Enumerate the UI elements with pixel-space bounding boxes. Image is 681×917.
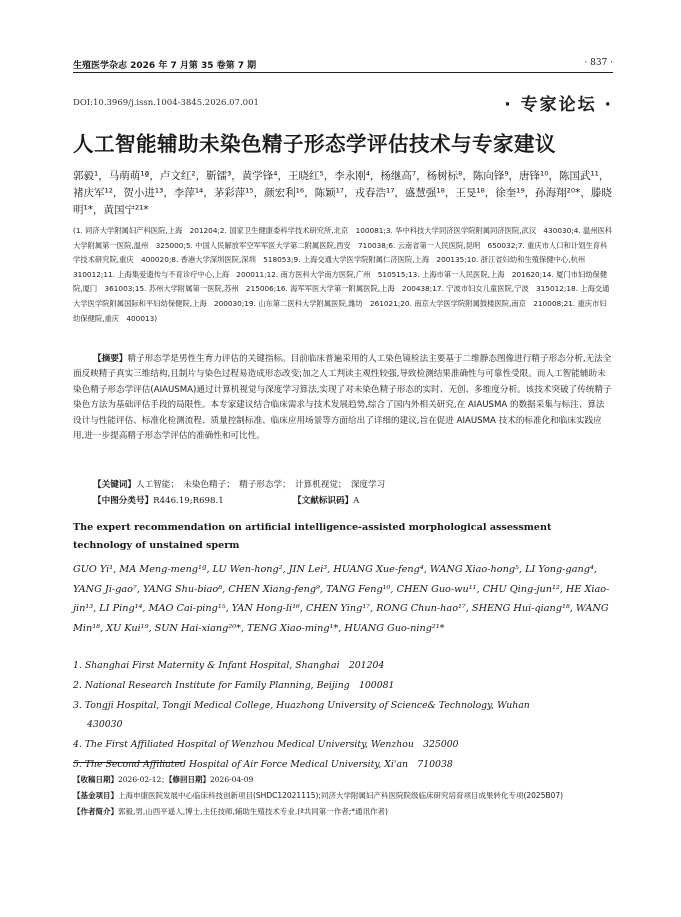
affiliation-en: 1. Shanghai First Maternity & Infant Hospital, Shanghai 201204	[73, 660, 385, 671]
doi: DOI:10.3969/j.issn.1004-3845.2026.07.001	[73, 98, 259, 108]
affiliation-en-continued: 430030	[87, 719, 123, 731]
dates-line	[73, 772, 613, 788]
author-bio-line	[73, 804, 613, 820]
fund-text: 上海申康医院发展中心临床科技创新项目(SHDC12021115);同济大学附属妇产科医院院级临床研究培育项目成果转化专项(2025B07)	[118, 791, 564, 800]
article-title-cn: 人工智能辅助未染色精子形态学评估技术与专家建议	[73, 132, 556, 156]
keywords-text: 人工智能； 未染色精子； 精子形态学； 计算机视觉； 深度学习	[135, 480, 386, 490]
author-list-cn: 郭毅¹，马萌萌¹ª，卢文红²，靳镭³，黄学锋⁴，王晓红⁵，李永刚⁴，杨继高⁷，杨树标⁸，陈向锋⁹，唐锋¹⁰，陈国武¹¹，褚庆军¹²，贺小进¹³，李萍¹⁴，茅彩萍¹⁵，颜宏利¹⁶，陈颖¹⁷，戎春浩¹⁷，盛慧强¹⁸，王旻¹⁸，徐奎¹⁹，孙海翔²⁰*，滕晓明¹*，黄国宁²¹*	[73, 170, 612, 216]
affiliation-en: 2. National Research Institute for Family Planning, Beijing 100081	[73, 679, 395, 691]
fund-label: 【基金项目】	[73, 791, 118, 800]
article-title-en: The expert recommendation on artificial intelligence-assisted morphological assessment technology of unstained sperm	[73, 522, 552, 551]
column-name: · 专家论坛 ·	[504, 95, 613, 115]
fund-line	[73, 788, 613, 804]
affiliation-en: 5. The Second Affiliated Hospital of Air Force Medical University, Xi'an 710038	[73, 758, 453, 770]
header-rule	[73, 72, 613, 73]
doc-code-value: A	[353, 496, 360, 506]
doc-code-label: 【文献标识码】	[293, 496, 354, 506]
received-label: 【收稿日期】	[73, 775, 118, 784]
abstract-cn	[73, 352, 613, 444]
revised-date: 2026-04-09	[210, 775, 254, 784]
affiliations-cn: (1. 同济大学附属妇产科医院,上海 201204;2. 国家卫生健康委科学技术研究所,北京 100081;3. 华中科技大学同济医学院附属同济医院,武汉 430030;4. 温州医科大学附属第一医院,温州 325000;5. 中国人民解放军空军军医大学第二附属医院,西安 710038;6. 云南省第一人民医院,昆明 650032;7. 重庆市人口和计划生育科学技术研究院,重庆 400020;8. 香港大学深圳医院,深圳 518053;9. 上海交通大学医学院附属仁济医院,上海 200135;10. 浙江省妇幼和生殖保健中心,杭州 310012;11. 上海集爱遗传与不育诊疗中心,上海 200011;12. 南方医科大学南方医院,广州 510515;13. 上海市第一人民医院,上海 201620;14. 厦门市妇幼保健院,厦门 361003;15. 苏州大学附属第一医院,苏州 215006;16. 海军军医大学第一附属医院,上海 200438;17. 宁波市妇女儿童医院,宁波 315012;18. 上海交通大学医学院附属国际和平妇幼保健院,上海 200030;19. 山东第二医科大学附属医院,潍坊 261021;20. 南京大学医学院附属鼓楼医院,南京 210008;21. 重庆市妇幼保健院,重庆 400013)	[73, 226, 613, 323]
abstract-label: 【摘要】	[93, 354, 128, 364]
affiliation-en: 3. Tongji Hospital, Tongji Medical College, Huazhong University of Science& Technology, Wuhan	[73, 699, 530, 711]
page-number: · 837 ·	[584, 58, 613, 68]
keywords-cn	[93, 478, 385, 490]
author-bio-text: 郭毅,男,山西平遥人,博士,主任技师,辅助生殖技术专业.(ª共同第一作者;*通讯作者)	[118, 807, 388, 816]
clc-value: R446.19;R698.1	[153, 496, 224, 506]
affiliation-en: 4. The First Affiliated Hospital of Wenzhou Medical University, Wenzhou 325000	[73, 739, 459, 751]
affiliations-en	[73, 656, 613, 775]
clc-label: 【中图分类号】	[93, 496, 154, 506]
keywords-label: 【关键词】	[93, 480, 136, 490]
abstract-text: 精子形态学是男性生育力评估的关键指标。目前临床普遍采用的人工染色镜检法主要基于二维静态图像进行精子形态分析,无法全面反映精子真实三维结构,且制片与染色过程易造成形态改变;加之人工判读主观性较强,导致检测结果准确性与可靠性受限。而人工智能辅助未染色精子形态学评估(AIAUSMA)通过计算机视觉与深度学习算法,实现了对未染色精子形态的实时、无创、多维度分析。该技术突破了传统精子染色方法为基础评估手段的局限性。本专家建议结合临床需求与技术发展趋势,综合了国内外相关研究,在 AIAUSMA 的数据采集与标注、算法设计与性能评估、标准化检测流程、质量控制标准、临床应用场景等方面给出了详细的建议,旨在促进 AIAUSMA 技术的标准化和临床实践应用,进一步提高精子形态学评估的准确性和可比性。	[73, 354, 612, 442]
revised-label: 【修回日期】	[168, 775, 210, 784]
received-date: 2026-02-12；	[118, 775, 169, 784]
journal-name: 生殖医学杂志 2026 年 7 月第 35 卷第 7 期	[73, 61, 257, 71]
footnote-rule	[73, 762, 183, 763]
author-list-en: GUO Yi¹, MA Meng-meng¹ª, LU Wen-hong², JIN Lei³, HUANG Xue-feng⁴, WANG Xiao-hong⁵, LI Yong-gang⁴, YANG Ji-gao⁷, YANG Shu-biao⁸, CHEN Xiang-feng⁹, TANG Feng¹⁰, CHEN Guo-wu¹¹, CHU Qing-jun¹², HE Xiao-jin¹³, LI Ping¹⁴, MAO Cai-ping¹⁵, YAN Hong-li¹⁶, CHEN Ying¹⁷, RONG Chun-hao¹⁷, SHENG Hui-qiang¹⁸, WANG Min¹⁸, XU Kui¹⁹, SUN Hai-xiang²⁰*, TENG Xiao-ming¹*, HUANG Guo-ning²¹*	[73, 564, 610, 634]
footnotes	[73, 772, 613, 820]
running-header	[73, 58, 613, 72]
author-bio-label: 【作者简介】	[73, 807, 118, 816]
classification-line	[93, 494, 360, 506]
